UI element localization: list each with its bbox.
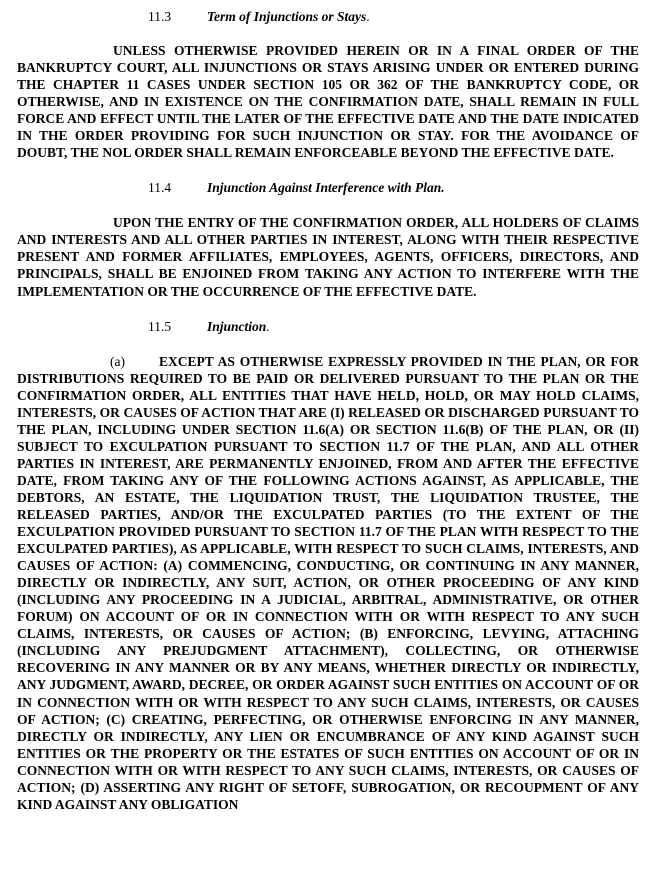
section-title: Injunction xyxy=(207,318,267,334)
subsection-label: (a) xyxy=(110,353,125,369)
document-page xyxy=(17,8,639,813)
section-title: Injunction Against Interference with Plan. xyxy=(207,180,445,196)
subsection-text: EXCEPT AS OTHERWISE EXPRESSLY PROVIDED IN THE PLAN, OR FOR DISTRIBUTIONS REQUIRED TO BE PAID OR DELIVERED PURSUANT TO THE PLAN OR THE CONFIRMATION ORDER, ALL ENTITIES THAT HAVE HELD, HOLD, OR MAY HOLD CLAIMS, INTERESTS, OR CAUSES OF ACTION THAT ARE (I) RELEASED OR DISCHARGED PURSUANT TO THE PLAN, INCLUDING UNDER SECTION 11.6(A) OR SECTION 11.6(B) OF THE PLAN, OR (II) SUBJECT TO EXCULPATION PURSUANT TO SECTION 11.7 OF THE PLAN, AND ALL OTHER PARTIES IN INTEREST, ARE PERMANENTLY ENJOINED, FROM AND AFTER THE EFFECTIVE DATE, FROM TAKING ANY OF THE FOLLOWING ACTIONS AGAINST, AS APPLICABLE, THE DEBTORS, AN ESTATE, THE LIQUIDATION TRUST, THE LIQUIDATION TRUSTEE, THE RELEASED PARTIES, AND/OR THE EXCULPATED PARTIES (TO THE EXTENT OF THE EXCULPATION PROVIDED PURSUANT TO SECTION 11.7 OF THE PLAN WITH RESPECT TO THE EXCULPATED PARTIES), AS APPLICABLE, WITH RESPECT TO SUCH CLAIMS, INTERESTS, AND CAUSES OF ACTION: (A) COMMENCING, CONDUCTING, OR CONTINUING IN ANY MANNER, DIRECTLY OR INDIRECTLY, ANY SUIT, ACTION, OR OTHER PROCEEDING OF ANY KIND (INCLUDING ANY PROCEEDING IN A JUDICIAL, ARBITRAL, ADMINISTRATIVE, OR OTHER FORUM) ON ACCOUNT OF OR IN CONNECTION WITH OR WITH RESPECT TO ANY SUCH CLAIMS, INTERESTS, OR CAUSES OF ACTION; (B) ENFORCING, LEVYING, ATTACHING (INCLUDING ANY PREJUDGMENT ATTACHMENT), COLLECTING, OR OTHERWISE RECOVERING IN ANY MANNER OR BY ANY MEANS, WHETHER DIRECTLY OR INDIRECTLY, ANY JUDGMENT, AWARD, DECREE, OR ORDER AGAINST SUCH ENTITIES ON ACCOUNT OF OR IN CONNECTION WITH OR WITH RESPECT TO ANY SUCH CLAIMS, INTERESTS, OR CAUSES OF ACTION; (C) CREATING, PERFECTING, OR OTHERWISE ENFORCING IN ANY MANNER, DIRECTLY OR INDIRECTLY, ANY LIEN OR ENCUMBRANCE OF ANY KIND AGAINST SUCH ENTITIES OR THE PROPERTY OR THE ESTATES OF SUCH ENTITIES ON ACCOUNT OF OR IN CONNECTION WITH OR WITH RESPECT TO ANY SUCH CLAIMS, INTERESTS, OR CAUSES OF ACTION; (D) ASSERTING ANY RIGHT OF SETOFF, SUBROGATION, OR RECOUPMENT OF ANY KIND AGAINST ANY OBLIGATION xyxy=(17,353,639,812)
section-heading-11-3 xyxy=(17,8,639,25)
section-paragraph-11-5-a xyxy=(17,353,639,813)
section-number: 11.3 xyxy=(148,9,172,24)
section-paragraph-11-4: UPON THE ENTRY OF THE CONFIRMATION ORDER, ALL HOLDERS OF CLAIMS AND INTERESTS AND ALL OTHER PARTIES IN INTEREST, ALONG WITH THEIR RESPECTIVE PRESENT AND FORMER AFFILIATES, EMPLOYEES, AGENTS, OFFICERS, DIRECTORS, AND PRINCIPALS, SHALL BE ENJOINED FROM TAKING ANY ACTION TO INTERFERE WITH THE IMPLEMENTATION OR THE OCCURRENCE OF THE EFFECTIVE DATE. xyxy=(17,215,639,299)
section-number: 11.5 xyxy=(148,318,172,334)
section-heading-11-5 xyxy=(17,318,639,335)
section-title: Term of Injunctions or Stays xyxy=(207,9,367,24)
section-paragraph-11-3: UNLESS OTHERWISE PROVIDED HEREIN OR IN A FINAL ORDER OF THE BANKRUPTCY COURT, ALL INJUNCTIONS OR STAYS ARISING UNDER OR ENTERED DURING THE CHAPTER 11 CASES UNDER SECTION 105 OR 362 OF THE BANKRUPTCY CODE, OR OTHERWISE, AND IN EXISTENCE ON THE CONFIRMATION DATE, SHALL REMAIN IN FULL FORCE AND EFFECT UNTIL THE LATER OF THE EFFECTIVE DATE AND THE DATE INDICATED IN THE ORDER PROVIDING FOR SUCH INJUNCTION OR STAY. FOR THE AVOIDANCE OF DOUBT, THE NOL ORDER SHALL REMAIN ENFORCEABLE BEYOND THE EFFECTIVE DATE. xyxy=(17,43,639,161)
section-number: 11.4 xyxy=(148,180,172,196)
section-heading-11-4 xyxy=(17,179,639,196)
section-title-punct: . xyxy=(366,9,370,24)
section-title-punct: . xyxy=(266,318,270,334)
